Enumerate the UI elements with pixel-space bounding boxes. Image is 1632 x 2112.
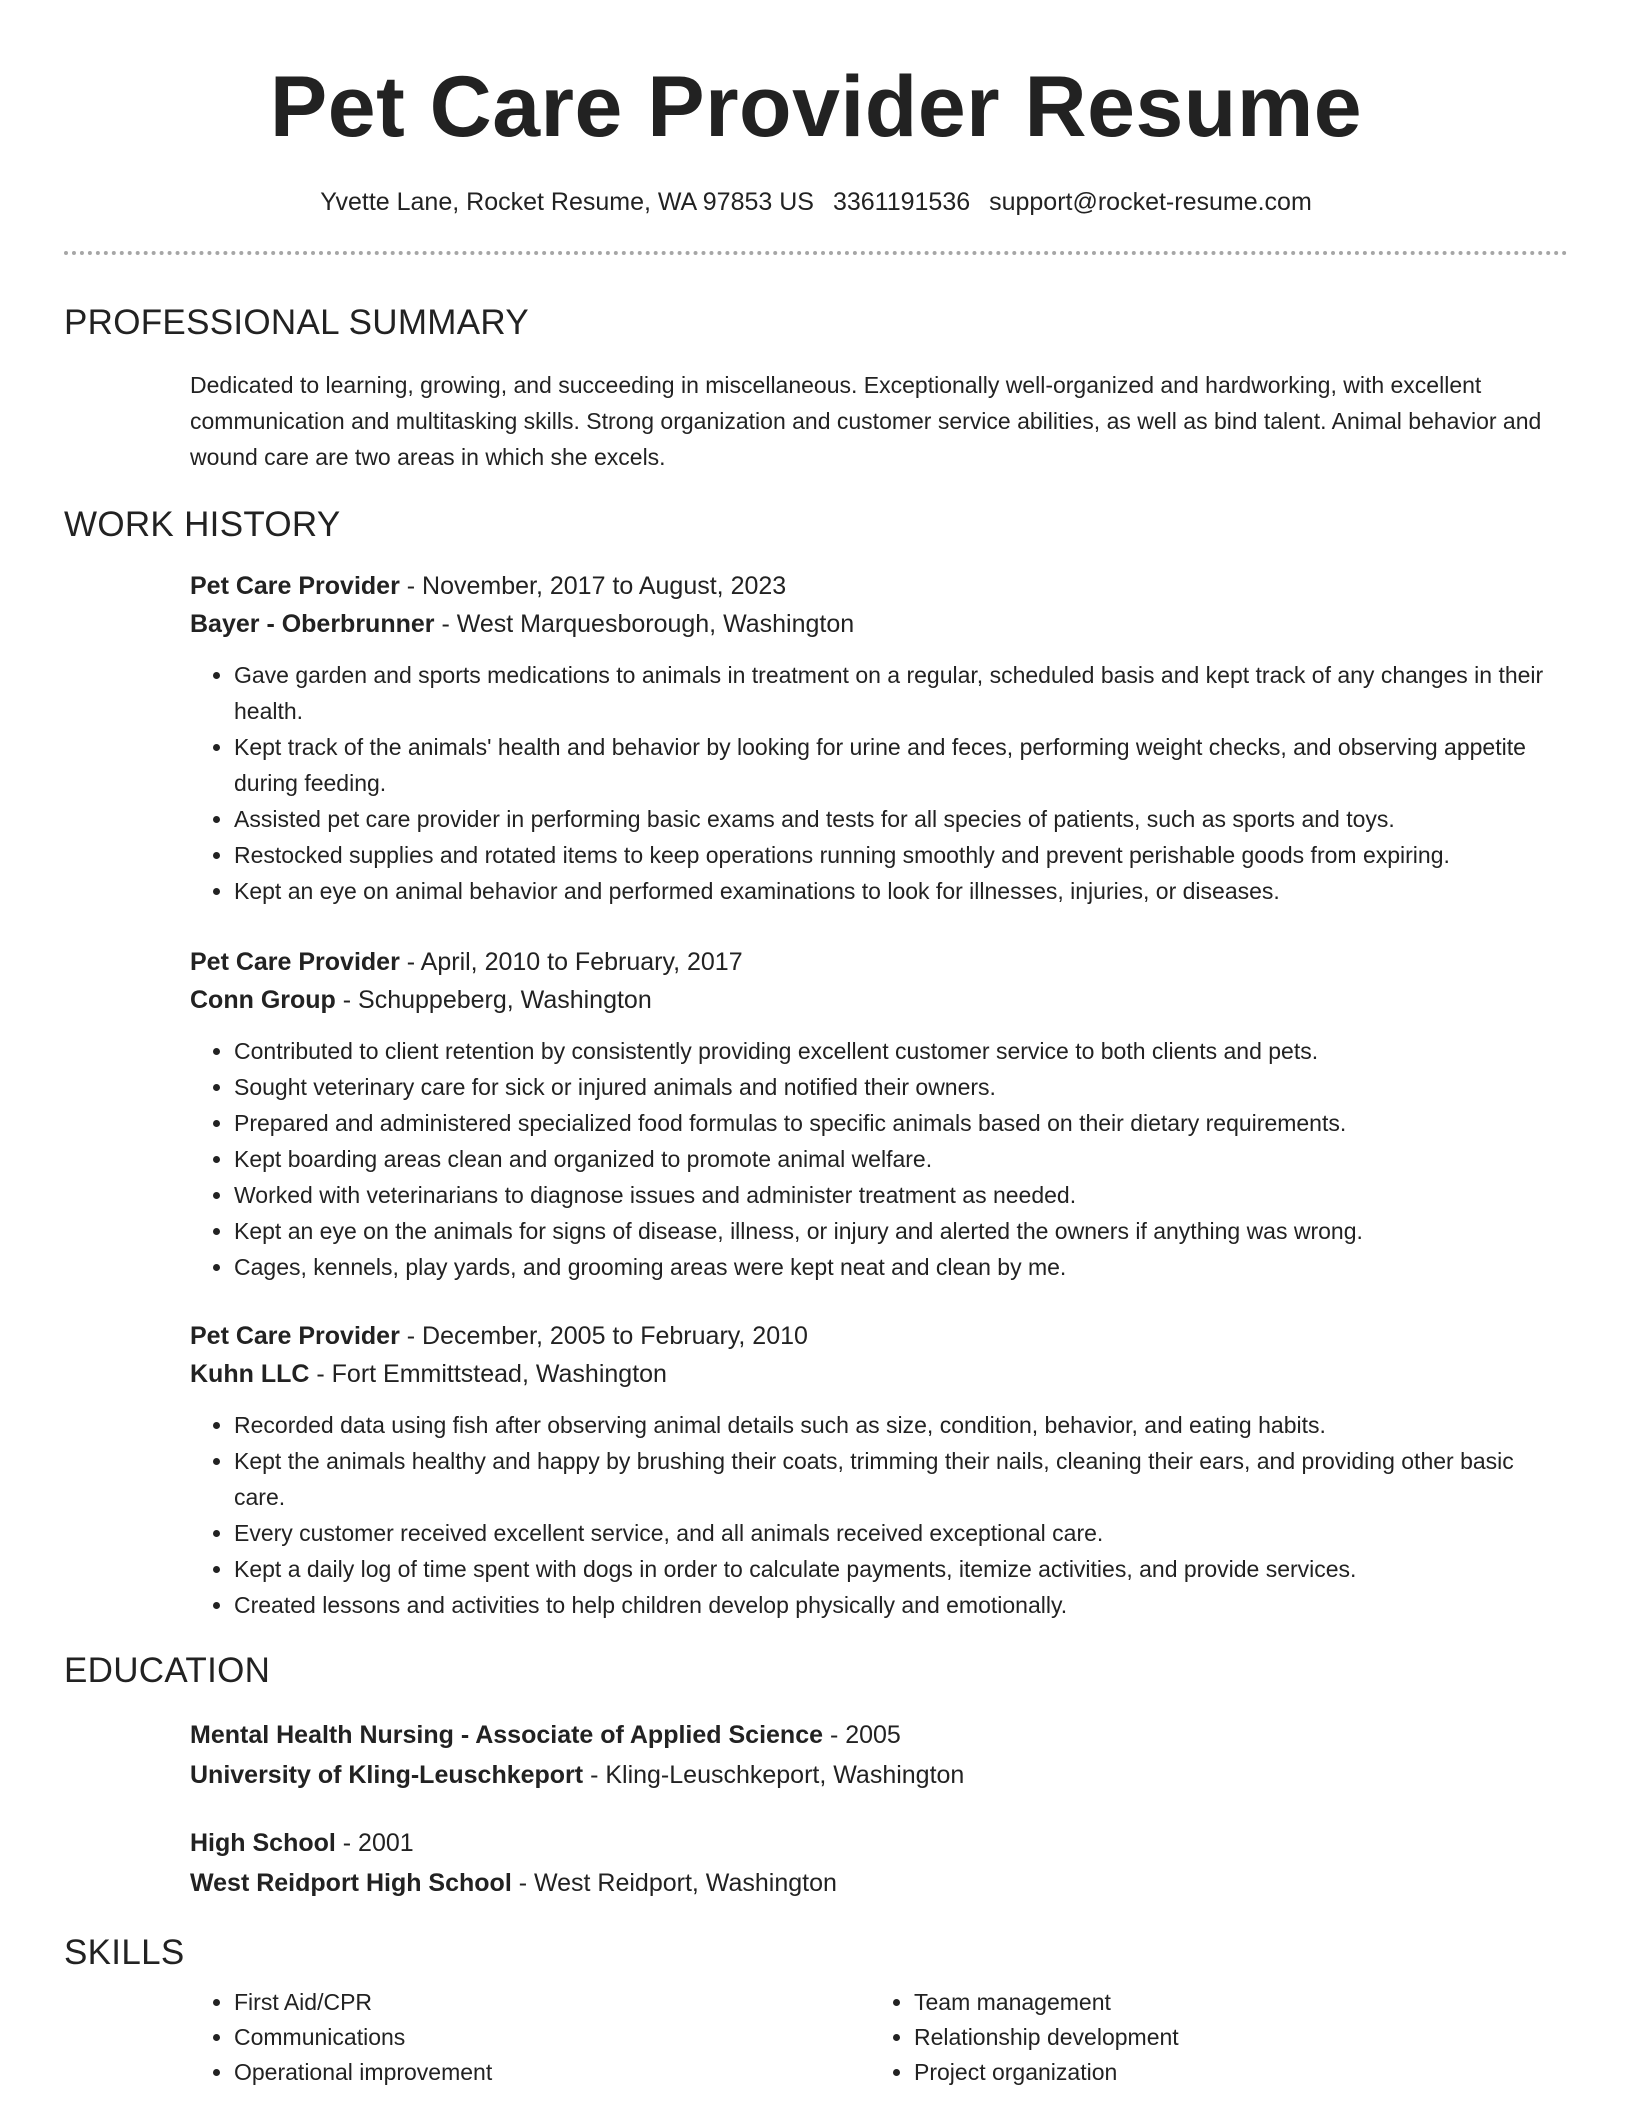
contact-line: [64, 188, 1568, 217]
job-bullet: • Sought veterinary care for sick or injured animals and notified their owners.: [234, 1069, 1568, 1105]
job-bullet: • Created lessons and activities to help children develop physically and emotionally.: [234, 1587, 1568, 1623]
job-dates: - April, 2010 to February, 2017: [399, 948, 743, 976]
job-entry: [190, 1317, 1568, 1623]
job-location: - Schuppeberg, Washington: [335, 986, 652, 1014]
job-company-line: [190, 981, 1568, 1019]
education-degree-line: [190, 1823, 1568, 1863]
education-heading: EDUCATION: [64, 1651, 271, 1690]
education-school: University of Kling-Leuschkeport: [190, 1761, 584, 1789]
job-entry: [190, 567, 1568, 909]
education-entry: [190, 1823, 1568, 1903]
education-school-line: [190, 1755, 1568, 1795]
summary-section: [64, 303, 1568, 475]
job-bullet: • Kept the animals healthy and happy by brushing their coats, trimming their nails, cleaning their ears, and providing other basic care.: [234, 1443, 1568, 1515]
contact-email: support@rocket-resume.com: [989, 188, 1312, 216]
education-entry: [190, 1715, 1568, 1795]
job-bullet: • Restocked supplies and rotated items to keep operations running smoothly and prevent perishable goods from expiring.: [234, 837, 1568, 873]
education-location: - West Reidport, Washington: [511, 1869, 837, 1897]
job-bullet: • Kept track of the animals' health and behavior by looking for urine and feces, performing weight checks, and observing appetite during feeding.: [234, 729, 1568, 801]
job-bullet: • Kept boarding areas clean and organized to promote animal welfare.: [234, 1141, 1568, 1177]
work-history-section: [64, 505, 1568, 1623]
education-school: West Reidport High School: [190, 1869, 512, 1897]
skill-item: • Communications: [234, 2020, 870, 2055]
job-title: Pet Care Provider: [190, 948, 400, 976]
job-title-line: [190, 1317, 1568, 1355]
skill-item: • Project organization: [914, 2055, 1550, 2090]
education-section: [64, 1651, 1568, 1903]
contact-phone: 3361191536: [832, 188, 971, 216]
job-title-line: [190, 943, 1568, 981]
job-company: Bayer - Oberbrunner: [190, 610, 435, 638]
job-bullets: [190, 1033, 1568, 1285]
resume-title: Pet Care Provider Resume: [269, 59, 1363, 155]
skills-left-column: [190, 1985, 870, 2090]
job-bullet: • Recorded data using fish after observing animal details such as size, condition, behavior, and eating habits.: [234, 1407, 1568, 1443]
job-bullet: • Every customer received excellent service, and all animals received exceptional care.: [234, 1515, 1568, 1551]
job-bullet: • Worked with veterinarians to diagnose issues and administer treatment as needed.: [234, 1177, 1568, 1213]
summary-heading: PROFESSIONAL SUMMARY: [64, 303, 529, 342]
job-dates: - November, 2017 to August, 2023: [399, 572, 787, 600]
job-location: - Fort Emmittstead, Washington: [309, 1360, 667, 1388]
skill-item: • Relationship development: [914, 2020, 1550, 2055]
education-degree: Mental Health Nursing - Associate of Applied Science: [190, 1721, 823, 1749]
resume-page: [64, 0, 1568, 2090]
job-bullet: • Contributed to client retention by consistently providing excellent customer service to both clients and pets.: [234, 1033, 1568, 1069]
education-year: - 2005: [823, 1721, 901, 1749]
job-bullet: • Cages, kennels, play yards, and grooming areas were kept neat and clean by me.: [234, 1249, 1568, 1285]
job-company: Conn Group: [190, 986, 336, 1014]
job-bullet: • Assisted pet care provider in performing basic exams and tests for all species of patients, such as sports and toys.: [234, 801, 1568, 837]
job-bullet: • Prepared and administered specialized food formulas to specific animals based on their dietary requirements.: [234, 1105, 1568, 1141]
skill-item: • Operational improvement: [234, 2055, 870, 2090]
skill-item: • Team management: [914, 1985, 1550, 2020]
skills-columns: [190, 1985, 1568, 2090]
education-year: - 2001: [335, 1829, 414, 1857]
job-company: Kuhn LLC: [190, 1360, 310, 1388]
education-degree: High School: [190, 1829, 336, 1857]
job-bullet: • Gave garden and sports medications to animals in treatment on a regular, scheduled basis and kept track of any changes in their health.: [234, 657, 1568, 729]
skills-right-column: [870, 1985, 1550, 2090]
job-title-line: [190, 567, 1568, 605]
job-company-line: [190, 605, 1568, 643]
job-dates: - December, 2005 to February, 2010: [399, 1322, 808, 1350]
job-entry: [190, 943, 1568, 1285]
education-location: - Kling-Leuschkeport, Washington: [583, 1761, 965, 1789]
job-bullets: [190, 1407, 1568, 1623]
contact-address: Yvette Lane, Rocket Resume, WA 97853 US: [320, 188, 814, 216]
job-location: - West Marquesborough, Washington: [434, 610, 855, 638]
job-company-line: [190, 1355, 1568, 1393]
work-history-heading: WORK HISTORY: [64, 505, 341, 544]
summary-text: Dedicated to learning, growing, and succeeding in miscellaneous. Exceptionally well-organized and hardworking, with excellent communication and multitasking skills. Strong organization and customer service abilities, as well as bind talent. Animal behavior and wound care are two areas in which she excels.: [190, 372, 1542, 470]
education-degree-line: [190, 1715, 1568, 1755]
job-title: Pet Care Provider: [190, 572, 400, 600]
job-bullets: [190, 657, 1568, 909]
job-bullet: • Kept an eye on the animals for signs of disease, illness, or injury and alerted the owners if anything was wrong.: [234, 1213, 1568, 1249]
skills-heading: SKILLS: [64, 1933, 185, 1972]
job-bullet: • Kept a daily log of time spent with dogs in order to calculate payments, itemize activities, and provide services.: [234, 1551, 1568, 1587]
education-school-line: [190, 1863, 1568, 1903]
job-title: Pet Care Provider: [190, 1322, 400, 1350]
skill-item: • First Aid/CPR: [234, 1985, 870, 2020]
header-divider: [64, 251, 1568, 255]
job-bullet: • Kept an eye on animal behavior and performed examinations to look for illnesses, injuries, or diseases.: [234, 873, 1568, 909]
skills-section: [64, 1933, 1568, 2090]
